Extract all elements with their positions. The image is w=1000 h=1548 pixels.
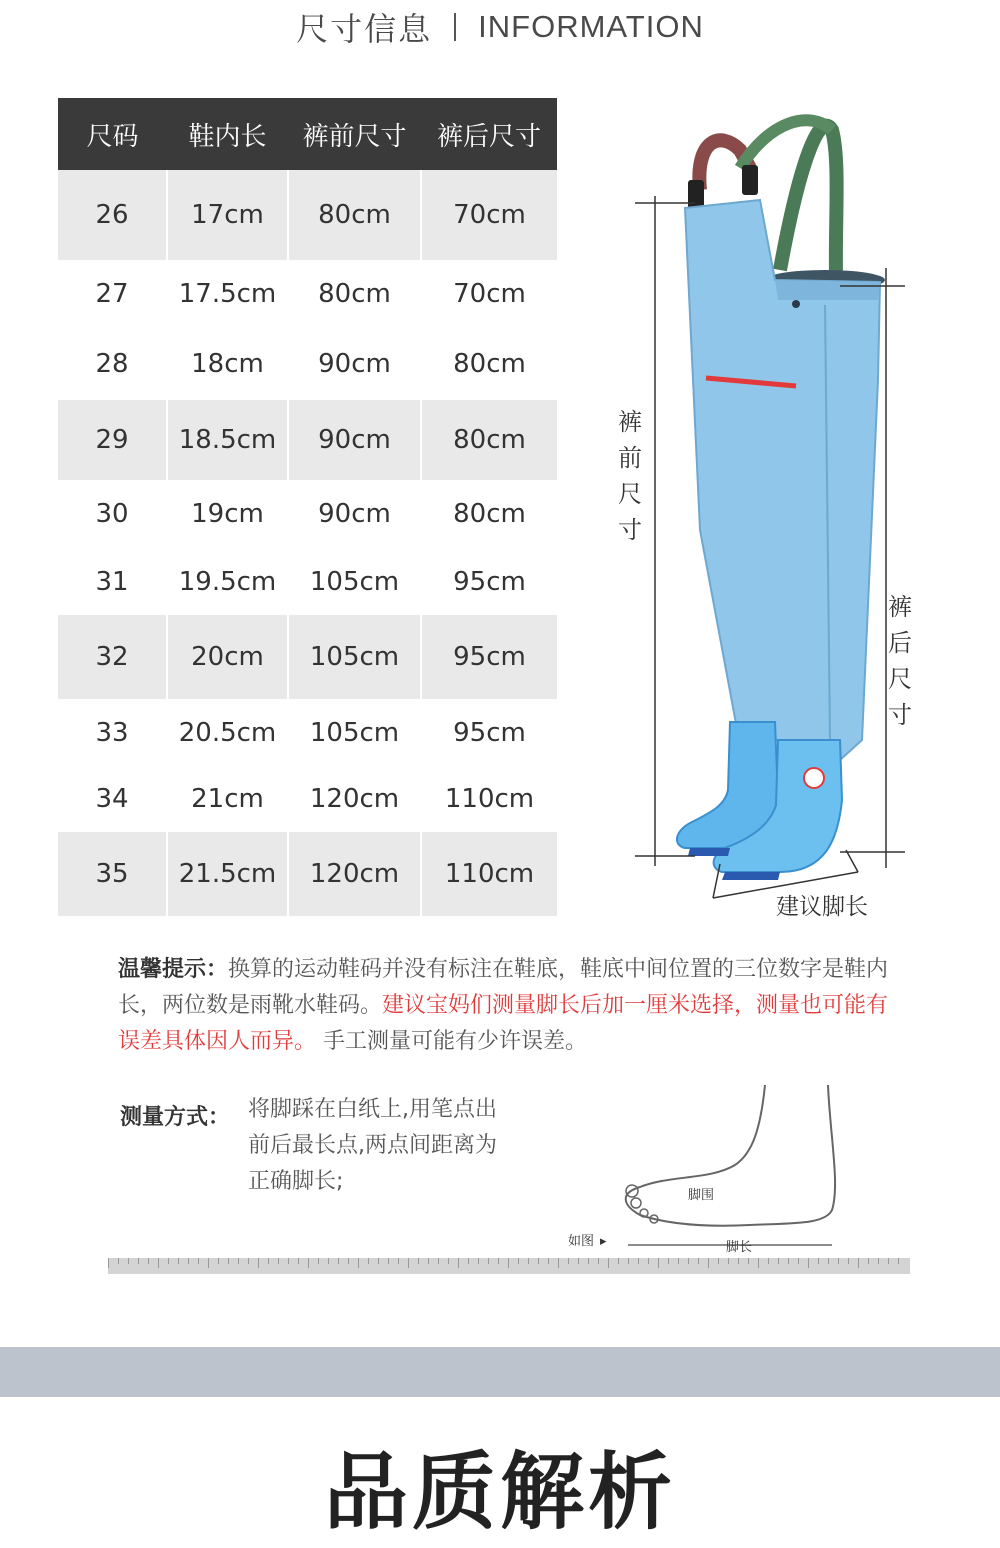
ruler-tick <box>828 1258 829 1264</box>
header-divider <box>454 13 456 41</box>
ruler-tick <box>308 1258 309 1268</box>
ruler-tick <box>318 1258 319 1264</box>
table-row <box>58 548 557 615</box>
ruler-tick <box>598 1258 599 1264</box>
ruler-tick <box>698 1258 699 1264</box>
measure-line: 正确脚长; <box>248 1169 344 1194</box>
ruler-tick <box>728 1258 729 1264</box>
ruler-tick <box>508 1258 509 1268</box>
table-cell: 26 <box>58 170 167 260</box>
ruler-tick <box>488 1258 489 1264</box>
table-cell: 110cm <box>421 766 557 832</box>
ruler-tick <box>258 1258 259 1268</box>
table-cell: 33 <box>58 699 167 766</box>
ruler-tick <box>808 1258 809 1268</box>
ruler-tick <box>788 1258 789 1264</box>
ruler-tick <box>108 1258 109 1268</box>
ruler-tick <box>528 1258 529 1264</box>
table-cell: 35 <box>58 832 167 916</box>
table-cell: 95cm <box>421 548 557 615</box>
measure-method <box>120 1097 497 1200</box>
table-cell: 80cm <box>421 480 557 548</box>
foot-length-small-label: 脚长 <box>726 1240 753 1255</box>
ruler-tick <box>888 1258 889 1264</box>
ruler-tick <box>848 1258 849 1264</box>
table-cell: 32 <box>58 615 167 699</box>
header-insole: 鞋内长 <box>167 98 288 170</box>
ruler-tick <box>268 1258 269 1264</box>
table-cell: 90cm <box>288 400 421 480</box>
ruler-tick <box>118 1258 119 1264</box>
ruler-tick <box>638 1258 639 1264</box>
table-cell: 80cm <box>421 400 557 480</box>
ruler-tick <box>368 1258 369 1264</box>
table-row <box>58 327 557 400</box>
table-cell: 80cm <box>421 327 557 400</box>
section-divider-band <box>0 1347 1000 1397</box>
ruler-tick <box>148 1258 149 1264</box>
tips-paragraph <box>118 952 898 1060</box>
front-label-1: 裤 <box>618 408 642 436</box>
measure-label: 测量方式： <box>120 1105 231 1130</box>
table-cell: 21.5cm <box>167 832 288 916</box>
wader-diagram <box>600 100 1000 920</box>
as-shown-arrow: ▸ <box>600 1234 607 1249</box>
table-cell: 18.5cm <box>167 400 288 480</box>
ruler-tick <box>238 1258 239 1264</box>
size-table <box>58 98 557 916</box>
header-back: 裤后尺寸 <box>421 98 557 170</box>
ruler-tick <box>768 1258 769 1264</box>
ruler-tick <box>198 1258 199 1264</box>
ruler-tick <box>278 1258 279 1264</box>
table-row <box>58 260 557 327</box>
table-cell: 17.5cm <box>167 260 288 327</box>
ruler-tick <box>628 1258 629 1264</box>
ruler-tick <box>708 1258 709 1268</box>
ruler <box>108 1258 910 1274</box>
ruler-tick <box>658 1258 659 1268</box>
table-row <box>58 699 557 766</box>
ruler-tick <box>248 1258 249 1264</box>
ruler-tick <box>408 1258 409 1268</box>
ruler-tick <box>868 1258 869 1264</box>
foot-illustration <box>560 1075 900 1275</box>
ruler-tick <box>338 1258 339 1264</box>
ruler-tick <box>558 1258 559 1268</box>
measure-text <box>248 1092 497 1200</box>
ruler-tick <box>288 1258 289 1264</box>
ruler-tick <box>688 1258 689 1264</box>
table-cell: 70cm <box>421 170 557 260</box>
table-cell: 28 <box>58 327 167 400</box>
table-cell: 110cm <box>421 832 557 916</box>
table-cell: 105cm <box>288 615 421 699</box>
table-row <box>58 170 557 260</box>
table-cell: 21cm <box>167 766 288 832</box>
ruler-tick <box>348 1258 349 1264</box>
ruler-tick <box>798 1258 799 1264</box>
table-cell: 17cm <box>167 170 288 260</box>
ruler-tick <box>578 1258 579 1264</box>
ruler-tick <box>818 1258 819 1264</box>
ruler-tick <box>328 1258 329 1264</box>
table-cell: 18cm <box>167 327 288 400</box>
ruler-tick <box>748 1258 749 1264</box>
back-label-2: 后 <box>888 629 912 657</box>
ruler-tick <box>478 1258 479 1264</box>
table-cell: 80cm <box>288 260 421 327</box>
ruler-tick <box>128 1258 129 1264</box>
foot-length-label: 建议脚长 <box>776 894 868 920</box>
table-cell: 20.5cm <box>167 699 288 766</box>
ruler-tick <box>608 1258 609 1268</box>
table-cell: 20cm <box>167 615 288 699</box>
table-cell: 70cm <box>421 260 557 327</box>
table-header-row <box>58 98 557 170</box>
table-cell: 105cm <box>288 699 421 766</box>
table-cell: 90cm <box>288 327 421 400</box>
table-cell: 120cm <box>288 766 421 832</box>
ruler-tick <box>778 1258 779 1264</box>
page-header <box>0 0 1000 50</box>
front-label-4: 寸 <box>618 516 642 544</box>
ruler-tick <box>548 1258 549 1264</box>
ruler-tick <box>458 1258 459 1268</box>
ruler-tick <box>898 1258 899 1264</box>
ruler-tick <box>618 1258 619 1264</box>
header-size: 尺码 <box>58 98 167 170</box>
table-cell: 105cm <box>288 548 421 615</box>
ruler-tick <box>758 1258 759 1268</box>
front-label-3: 尺 <box>618 480 642 508</box>
tips-text-2: 手工测量可能有少许误差。 <box>323 1029 588 1054</box>
ruler-tick <box>858 1258 859 1268</box>
ruler-tick <box>498 1258 499 1264</box>
ruler-tick <box>428 1258 429 1264</box>
table-cell: 80cm <box>288 170 421 260</box>
header-front: 裤前尺寸 <box>288 98 421 170</box>
ruler-tick <box>158 1258 159 1268</box>
table-cell: 90cm <box>288 480 421 548</box>
measure-line: 将脚踩在白纸上,用笔点出 <box>248 1097 497 1122</box>
ruler-tick <box>388 1258 389 1264</box>
ruler-tick <box>538 1258 539 1264</box>
ruler-tick <box>398 1258 399 1264</box>
tips-text-1: 换算的运动鞋码并没有标注在鞋底，鞋底中间位置的三位数字是鞋内长，两位数是雨靴水鞋码。 <box>118 957 889 1018</box>
table-cell: 19.5cm <box>167 548 288 615</box>
section-title: 品质解析 <box>323 1443 676 1541</box>
table-row <box>58 766 557 832</box>
table-cell: 19cm <box>167 480 288 548</box>
ruler-tick <box>668 1258 669 1264</box>
ruler-tick <box>438 1258 439 1264</box>
tips-label: 温馨提示： <box>118 957 229 982</box>
table-row <box>58 400 557 480</box>
table-cell: 29 <box>58 400 167 480</box>
table-cell: 31 <box>58 548 167 615</box>
buckle-right <box>742 165 758 195</box>
ruler-tick <box>208 1258 209 1268</box>
ruler-tick <box>178 1258 179 1264</box>
ruler-tick <box>878 1258 879 1264</box>
tips-red-text: 建议宝妈们测量脚长后加一厘米选择，测量也可能有误差具体因人而异。 <box>118 993 889 1054</box>
table-row <box>58 480 557 548</box>
foot-girth-label: 脚围 <box>688 1188 715 1203</box>
ruler-tick <box>448 1258 449 1264</box>
ruler-tick <box>648 1258 649 1264</box>
back-label-1: 裤 <box>888 593 912 621</box>
header-title-en: INFORMATION <box>478 9 704 44</box>
boot-logo <box>804 768 824 788</box>
table-cell: 120cm <box>288 832 421 916</box>
ruler-tick <box>518 1258 519 1264</box>
ruler-tick <box>378 1258 379 1264</box>
ruler-tick <box>358 1258 359 1268</box>
foot-outline <box>626 1085 835 1226</box>
ruler-tick <box>588 1258 589 1264</box>
ruler-tick <box>188 1258 189 1264</box>
table-cell: 95cm <box>421 615 557 699</box>
table-row <box>58 832 557 916</box>
ruler-tick <box>468 1258 469 1264</box>
ruler-tick <box>168 1258 169 1264</box>
ruler-tick <box>678 1258 679 1264</box>
ruler-tick <box>218 1258 219 1264</box>
ruler-tick <box>138 1258 139 1264</box>
ruler-tick <box>738 1258 739 1264</box>
header-title-cn: 尺寸信息 <box>296 10 433 48</box>
ruler-tick <box>718 1258 719 1264</box>
back-label-3: 尺 <box>888 665 912 693</box>
as-shown-label: 如图 <box>568 1234 595 1249</box>
table-cell: 27 <box>58 260 167 327</box>
table-cell: 30 <box>58 480 167 548</box>
measure-line: 前后最长点,两点间距离为 <box>248 1133 497 1158</box>
table-cell: 34 <box>58 766 167 832</box>
ruler-tick <box>228 1258 229 1264</box>
ruler-tick <box>838 1258 839 1264</box>
back-label-4: 寸 <box>888 701 912 729</box>
table-row <box>58 615 557 699</box>
ruler-tick <box>298 1258 299 1264</box>
front-label-2: 前 <box>618 444 642 472</box>
table-cell: 95cm <box>421 699 557 766</box>
strap-right <box>780 126 837 275</box>
ruler-tick <box>568 1258 569 1264</box>
ruler-tick <box>418 1258 419 1264</box>
